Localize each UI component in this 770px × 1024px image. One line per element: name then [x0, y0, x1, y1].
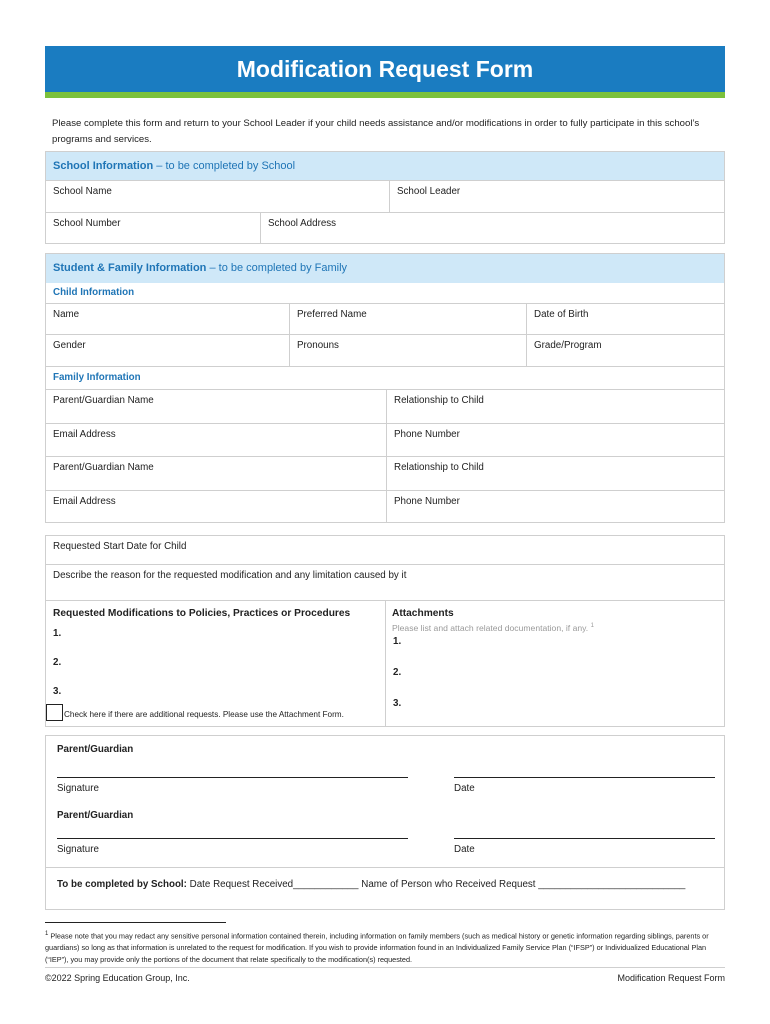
attachments-area[interactable]	[385, 601, 724, 726]
family-info-heading: Student & Family Information – to be completed by Family	[46, 254, 724, 283]
request-section	[45, 535, 725, 727]
date-label-1: Date	[454, 783, 475, 794]
child-info-subheading: Child Information	[53, 287, 135, 298]
school-info-section	[45, 151, 725, 244]
pronouns-field[interactable]: Pronouns	[289, 335, 526, 366]
school-info-heading: School Information – to be completed by School	[46, 152, 724, 180]
accent-bar	[45, 92, 725, 98]
child-name-field[interactable]: Name	[53, 309, 80, 320]
grade-program-field[interactable]: Grade/Program	[526, 335, 724, 366]
date-label-2: Date	[454, 844, 475, 855]
parent-name-field-1[interactable]: Parent/Guardian Name	[53, 395, 154, 406]
date-line-2[interactable]	[454, 838, 715, 839]
school-use-row: To be completed by School: Date Request Received____________ Name of Person who Received Request ___________________________	[57, 879, 686, 890]
family-info-section	[45, 253, 725, 523]
date-line-1[interactable]	[454, 777, 715, 778]
footer-rule	[45, 967, 725, 968]
school-name-field[interactable]: School Name	[53, 186, 112, 197]
signature-label-2: Signature	[57, 844, 99, 855]
start-date-field[interactable]: Requested Start Date for Child	[53, 541, 187, 552]
footer-copyright: ©2022 Spring Education Group, Inc.	[45, 973, 190, 983]
email-field-1[interactable]: Email Address	[53, 429, 116, 440]
phone-field-2[interactable]: Phone Number	[386, 491, 724, 522]
modification-item-1: 1.	[53, 628, 62, 639]
divider	[46, 867, 724, 868]
date-received-field[interactable]: Date Request Received____________	[189, 879, 359, 890]
signature-heading-2: Parent/Guardian	[57, 810, 134, 821]
email-field-2[interactable]: Email Address	[53, 496, 116, 507]
school-number-field[interactable]: School Number	[53, 218, 121, 229]
parent-name-field-2[interactable]: Parent/Guardian Name	[53, 462, 154, 473]
modification-item-3: 3.	[53, 686, 62, 697]
signature-line-2[interactable]	[57, 838, 408, 839]
form-title: Modification Request Form	[45, 46, 725, 92]
attachments-heading: Attachments	[392, 608, 454, 619]
modifications-heading: Requested Modifications to Policies, Practices or Procedures	[53, 608, 351, 619]
modifications-area[interactable]	[46, 601, 385, 726]
relationship-field-2[interactable]: Relationship to Child	[386, 457, 724, 490]
intro-text: Please complete this form and return to your School Leader if your child needs assistance and/or modifications in order to fully participate in this school’s programs and services.	[52, 118, 700, 145]
family-info-subheading: Family Information	[53, 372, 141, 383]
signature-label-1: Signature	[57, 783, 99, 794]
school-leader-field[interactable]: School Leader	[389, 181, 724, 212]
signature-section	[45, 735, 725, 910]
date-of-birth-field[interactable]: Date of Birth	[526, 304, 724, 334]
preferred-name-field[interactable]: Preferred Name	[289, 304, 526, 334]
signature-heading-1: Parent/Guardian	[57, 744, 134, 755]
attachment-item-1: 1.	[393, 636, 402, 647]
footer-form-name: Modification Request Form	[617, 973, 725, 983]
phone-field-1[interactable]: Phone Number	[386, 424, 724, 456]
footnote-text: $^1$ Please note that you may redact any sensitive personal information contained therein, including information on family members (such as medical history or genetic information regarding siblings, parents or guardians) so long as that information is unrelated to the request for modification. If you wish to provide information found in an Individualized Family Service Plan (“IFSP”) or Individualized Educational Plan (“IEP”), you may provide only the portions of the document that relate specifically to the modification(s) requested.	[45, 931, 709, 964]
attachment-item-3: 3.	[393, 698, 402, 709]
attachment-item-2: 2.	[393, 667, 402, 678]
received-by-field[interactable]: Name of Person who Received Request ___________________________	[361, 879, 686, 890]
school-address-field[interactable]: School Address	[260, 213, 724, 243]
attachments-note: Please list and attach related documentation, if any. $^1$	[392, 623, 594, 633]
reason-field[interactable]: Describe the reason for the requested modification and any limitation caused by it	[53, 570, 407, 581]
gender-field[interactable]: Gender	[53, 340, 86, 351]
signature-line-1[interactable]	[57, 777, 408, 778]
footnote-rule	[45, 922, 226, 923]
modification-item-2: 2.	[53, 657, 62, 668]
additional-requests-checkbox[interactable]	[46, 704, 63, 721]
additional-requests-label: Check here if there are additional requests. Please use the Attachment Form.	[64, 710, 344, 719]
relationship-field-1[interactable]: Relationship to Child	[386, 390, 724, 423]
